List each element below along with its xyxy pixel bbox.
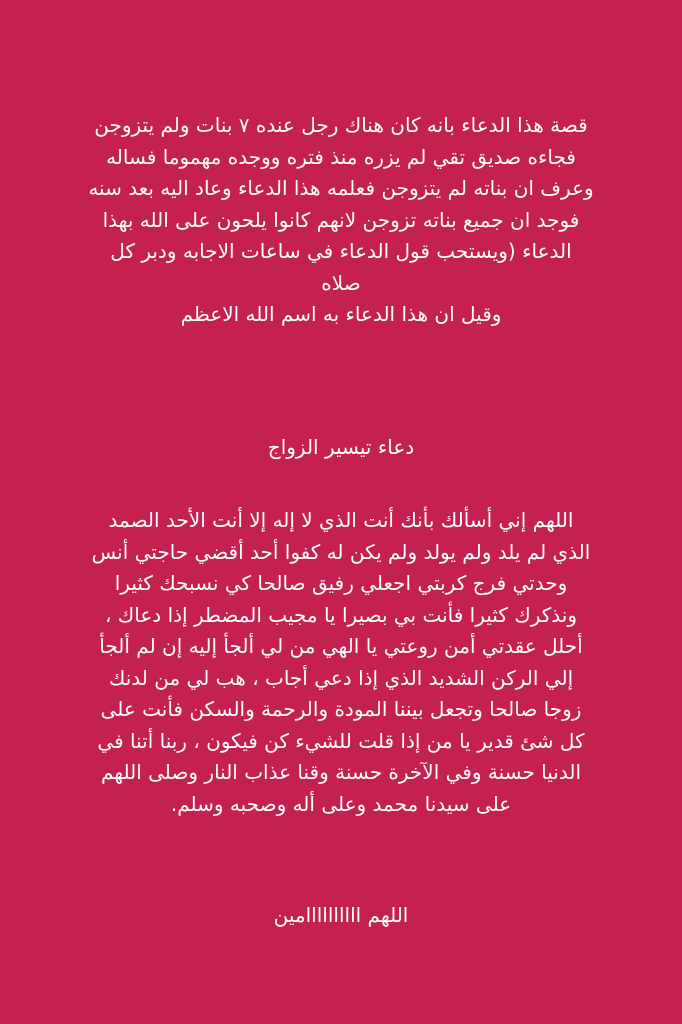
story-line: وقيل ان هذا الدعاء به اسم الله الاعظم	[180, 302, 502, 326]
prayer-paragraph	[40, 505, 642, 820]
prayer-title	[40, 432, 642, 464]
story-line: صلاه	[321, 270, 361, 295]
ameen-line	[40, 900, 642, 932]
prayer-line: ونذكرك كثيرا فأنت بي بصيرا يا مجيب المضطر إذا دعاك ،	[104, 602, 577, 627]
prayer-title-text: دعاء تيسير الزواج	[267, 435, 415, 459]
story-paragraph	[40, 110, 642, 331]
story-line: الدعاء (ويستحب قول الدعاء في ساعات الاجابه ودبر كل	[110, 239, 572, 263]
prayer-line: الدنيا حسنة وفي الآخرة حسنة وقنا عذاب النار وصلى اللهم	[100, 760, 582, 784]
prayer-line: وحدتي فرج كربتي اجعلي رفيق صالحا كي نسبحك كثيرا	[114, 571, 568, 595]
story-line: وعرف ان بناته لم يتزوجن فعلمه هذا الدعاء وعاد اليه بعد سنه	[88, 176, 594, 200]
story-line: فوجد ان جميع بناته تزوجن لانهم كانوا يلحون على الله بهذا	[102, 207, 580, 232]
prayer-line: الذي لم يلد ولم يولد ولم يكن له كفوا أحد أقضي حاجتي أنس	[91, 539, 591, 564]
prayer-line: على سيدنا محمد وعلى أله وصحبه وسلم.	[170, 791, 512, 816]
story-line: قصة هذا الدعاء بانه كان هناك رجل عنده ٧ بنات ولم يتزوجن	[94, 113, 588, 137]
prayer-line: إلي الركن الشديد الذي إذا دعي أجاب ، هب لي من لدنك	[108, 665, 574, 690]
story-line: فجاءه صديق تقي لم يزره منذ فتره ووجده مهموما فساله	[106, 144, 576, 169]
ameen-text: اللهم اااااااااامين	[273, 903, 409, 927]
prayer-line: أحلل عقدتي أمن روعتي يا الهي من لي ألجأ إليه إن لم ألجأ	[99, 634, 583, 658]
prayer-line: كل شئ قدير يا من إذا قلت للشيء كن فيكون ، ربنا أتنا في	[97, 728, 585, 753]
prayer-line: اللهم إني أسألك بأنك أنت الذي لا إله إلا أنت الأحد الصمد	[108, 508, 574, 532]
prayer-line: زوجا صالحا وتجعل بيننا المودة والرحمة والسكن فأنت على	[100, 697, 582, 721]
